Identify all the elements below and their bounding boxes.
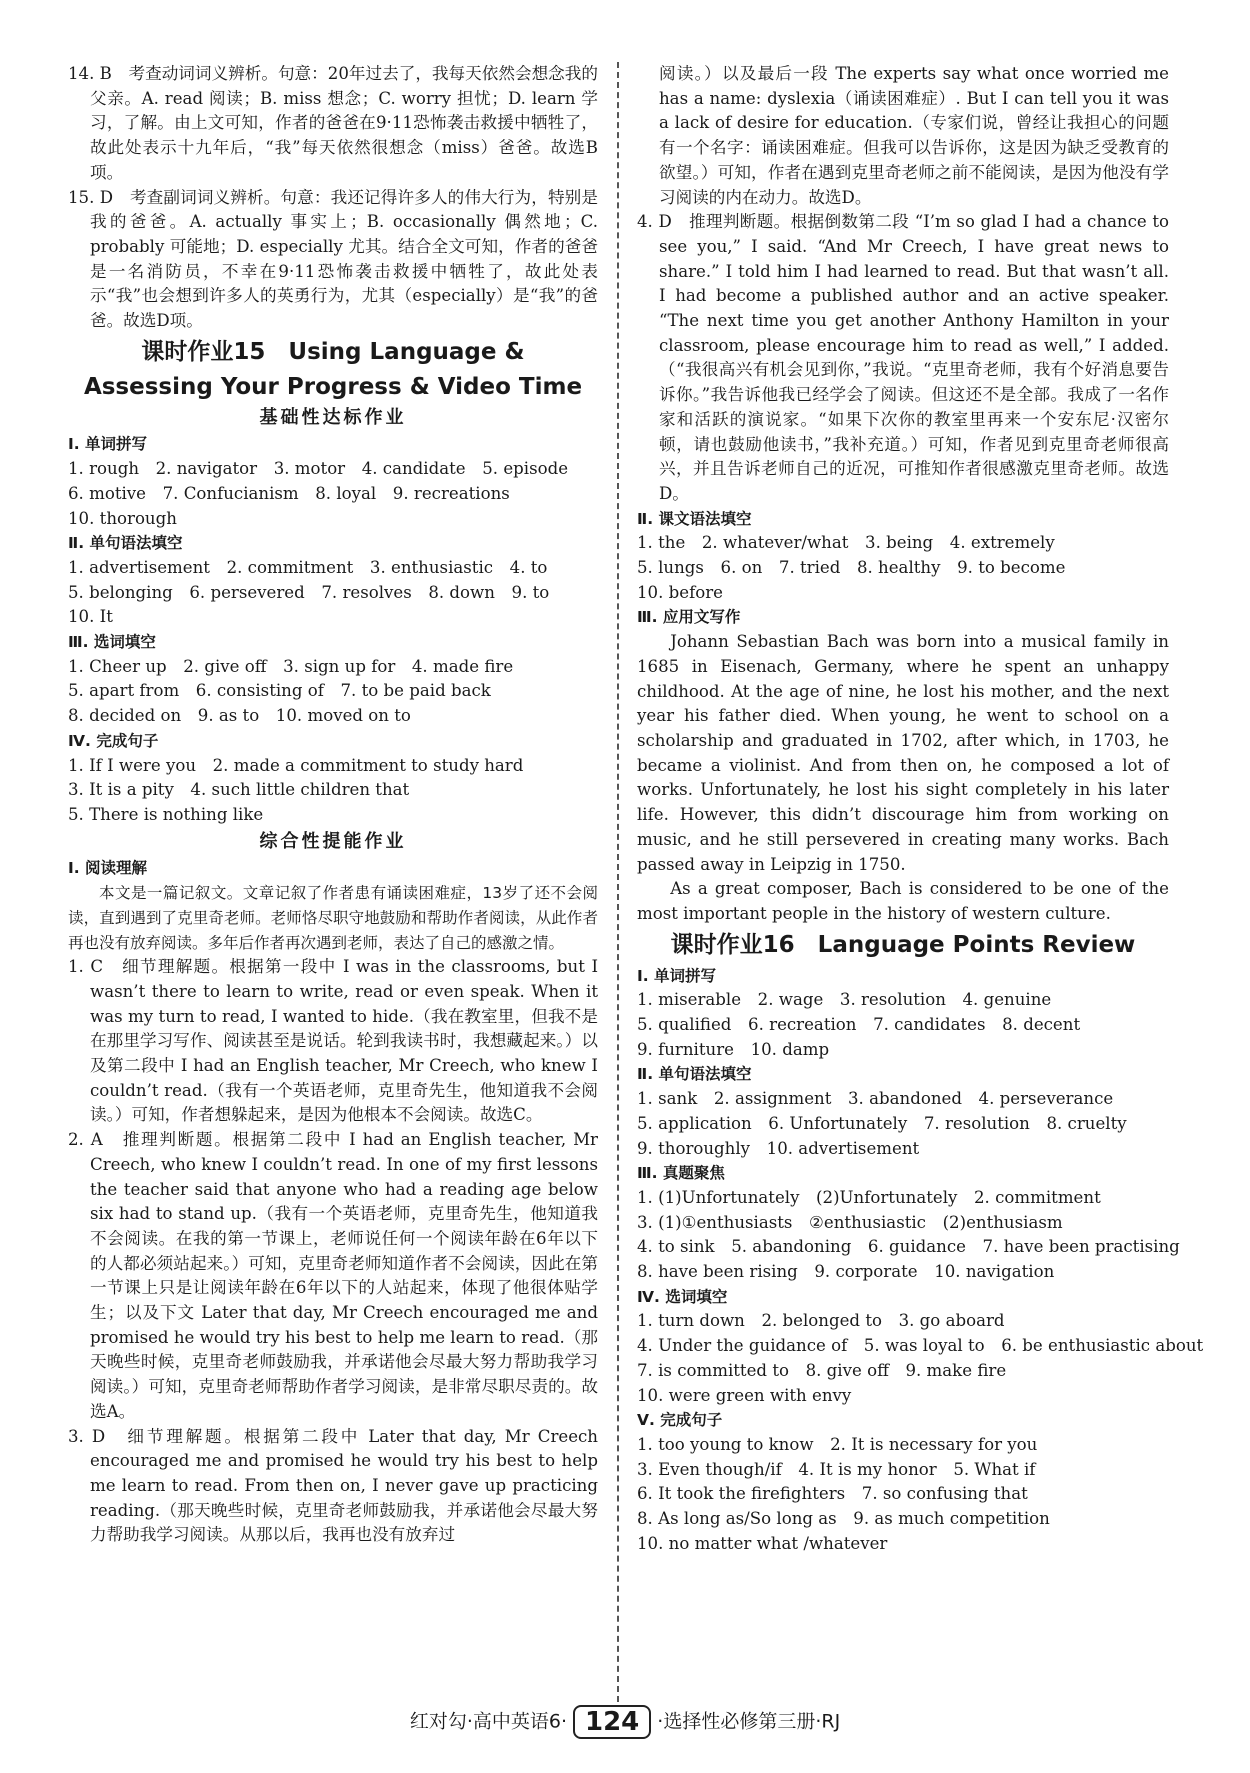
section-heading: Ⅲ. 应用文写作 <box>637 608 741 627</box>
lesson-15-title-line1: 课时作业15 Using Language & <box>141 338 525 365</box>
page-footer <box>0 1705 1250 1739</box>
reading-answer-1: 1. C 细节理解题。根据第一段中 I was in the classrooms, but I wasn’t there to learn to write, read or even speak. When it was my turn to read, I wanted to hide.（我在教室里，但我不是在那里学习写作、阅读甚至是说话。轮到我读书时，我想藏起来。）以及第二段中 I had an English teacher, Mr Creech, who knew I couldn’t read.（我有一个英语老师，克里奇先生，他知道我不会阅读。）可知，作者想躲起来，是因为他根本不会阅读。故选C。 <box>68 957 598 1125</box>
answer-row: 9. furniture 10. damp <box>637 1039 830 1059</box>
section-heading: Ⅰ. 单词拼写 <box>637 966 717 985</box>
answer-row: 1. advertisement 2. commitment 3. enthusiastic 4. to <box>68 557 548 577</box>
lesson-16-title: 课时作业16 Language Points Review <box>670 931 1136 958</box>
answer-row: 8. have been rising 9. corporate 10. navigation <box>637 1262 1055 1282</box>
essay-paragraph-2: As a great composer, Bach is considered to be one of the most important people in the history of western culture. <box>637 879 1169 923</box>
answer-15: 15. D 考查副词词义辨析。句意：我还记得许多人的伟大行为，特别是我的爸爸。A. actually 事实上；B. occasionally 偶然地；C. probably 可能地；D. especially 尤其。结合全文可知，作者的爸爸是一名消防员，不幸在9·11恐怖袭击救援中牺牲了，故此处表示“我”也会想到许多人的英勇行为，尤其（especially）是“我”的爸爸。故选D项。 <box>68 187 598 331</box>
answer-row: 1. too young to know 2. It is necessary for you <box>637 1434 1038 1454</box>
answer-row: 1. rough 2. navigator 3. motor 4. candidate 5. episode <box>68 459 569 479</box>
footer-book-title: 红对勾·高中英语6· <box>409 1710 567 1733</box>
section-heading: Ⅰ. 阅读理解 <box>68 859 148 878</box>
reading-answer-4: 4. D 推理判断题。根据倒数第二段 “I’m so glad I had a chance to see you,” I said. “And Mr Creech, I have great news to share.” I told him I had learned to read. But that wasn’t all. I had become a published author and an active speaker. “The next time you get another Anthony Hamilton in your classroom, please encourage him to read as well,” I added.（“我很高兴有机会见到你，”我说。“克里奇老师，我有个好消息要告诉你。”我告诉他我已经学会了阅读。但这还不是全部。我成了一名作家和活跃的演说家。“如果下次你的教室里再来一个安东尼·汉密尔顿，请也鼓励他读书，”我补充道。）可知，作者见到克里奇老师很高兴，并且告诉老师自己的近况，可推知作者很感激克里奇老师。故选D。 <box>637 212 1169 503</box>
answer-row: 5. application 6. Unfortunately 7. resolution 8. cruelty <box>637 1113 1127 1133</box>
answer-14: 14. B 考查动词词义辨析。句意：20年过去了，我每天依然会想念我的父亲。A. read 阅读；B. miss 想念；C. worry 担忧；D. learn 学习，了解。由上文可知，作者的爸爸在9·11恐怖袭击救援中牺牲了，故此处表示十九年后，“我”每天依然很想念（miss）爸爸。故选B项。 <box>68 64 598 182</box>
answer-row: 8. decided on 9. as to 10. moved on to <box>68 706 411 726</box>
answer-row: 4. Under the guidance of 5. was loyal to 6. be enthusiastic about <box>637 1336 1204 1356</box>
answer-row: 3. It is a pity 4. such little children that <box>68 780 410 800</box>
answer-row: 1. turn down 2. belonged to 3. go aboard <box>637 1311 1005 1331</box>
answer-row: 5. belonging 6. persevered 7. resolves 8. down 9. to <box>68 582 550 602</box>
answer-row: 1. (1)Unfortunately (2)Unfortunately 2. commitment <box>637 1187 1101 1207</box>
reading-answer-3: 3. D 细节理解题。根据第二段中 Later that day, Mr Creech encouraged me and promised he would try his best to help me learn to read. From then on, I never gave up practicing reading.（那天晚些时候，克里奇老师鼓励我，并承诺他会尽最大努力帮助我学习阅读。从那以后，我再也没有放弃过 <box>68 1426 598 1545</box>
section-heading: Ⅲ. 真题聚焦 <box>637 1164 725 1183</box>
answer-row: 5. apart from 6. consisting of 7. to be paid back <box>68 681 491 701</box>
passage-summary: 本文是一篇记叙文。文章记叙了作者患有诵读困难症，13岁了还不会阅读，直到遇到了克里奇老师。老师恪尽职守地鼓励和帮助作者阅读，从此作者再也没有放弃阅读。多年后作者再次遇到老师，表达了自己的感激之情。 <box>68 884 598 952</box>
answer-row: 6. motive 7. Confucianism 8. loyal 9. recreations <box>68 483 510 503</box>
section-heading: Ⅳ. 选词填空 <box>637 1287 728 1306</box>
answer-row: 5. lungs 6. on 7. tried 8. healthy 9. to become <box>637 558 1066 578</box>
answer-row: 4. to sink 5. abandoning 6. guidance 7. have been practising <box>637 1237 1180 1257</box>
answer-row: 8. As long as/So long as 9. as much competition <box>637 1509 1050 1529</box>
column-divider <box>617 62 619 1702</box>
answer-row: 5. There is nothing like <box>68 804 264 824</box>
answer-row: 6. It took the firefighters 7. so confusing that <box>637 1484 1028 1504</box>
answer-row: 1. the 2. whatever/what 3. being 4. extremely <box>637 533 1055 553</box>
answer-row: 10. It <box>68 607 113 627</box>
footer-volume: ·选择性必修第三册·RJ <box>657 1710 841 1733</box>
answer-row: 3. Even though/if 4. It is my honor 5. What if <box>637 1459 1036 1479</box>
reading-answer-3-continued: 阅读。）以及最后一段 The experts say what once worried me has a name: dyslexia（诵读困难症）. But I can tell you it was a lack of desire for education.（专家们说，曾经让我担心的问题有一个名字：诵读困难症。但我可以告诉你，这是因为缺乏受教育的欲望。）可知，作者在遇到克里奇老师之前不能阅读，是因为他没有学习阅读的内在动力。故选D。 <box>659 64 1169 207</box>
page-number: 124 <box>573 1705 651 1739</box>
answer-row: 10. no matter what /whatever <box>637 1533 888 1553</box>
answer-row: 1. If I were you 2. made a commitment to study hard <box>68 755 524 775</box>
basic-section-title: 基础性达标作业 <box>259 406 407 428</box>
answer-row: 10. thorough <box>68 508 177 528</box>
section-heading: Ⅱ. 课文语法填空 <box>637 509 752 528</box>
section-heading: Ⅳ. 完成句子 <box>68 731 159 750</box>
section-heading: Ⅲ. 选词填空 <box>68 633 156 652</box>
answer-row: 10. were green with envy <box>637 1385 852 1405</box>
right-column <box>637 62 1204 1556</box>
answer-row: 1. Cheer up 2. give off 3. sign up for 4. made fire <box>68 656 514 676</box>
answer-row: 5. qualified 6. recreation 7. candidates 8. decent <box>637 1015 1081 1035</box>
answer-row: 10. before <box>637 582 723 602</box>
section-heading: Ⅱ. 单句语法填空 <box>68 534 183 553</box>
reading-answer-2: 2. A 推理判断题。根据第二段中 I had an English teacher, Mr Creech, who knew I couldn’t read. In one of my first lessons the teacher said that anyone who had a reading age below six had to stand up.（我有一个英语老师，克里奇先生，他知道我不会阅读。在我的第一节课上，老师说任何一个阅读年龄在6年以下的人都必须站起来。）可知，克里奇老师知道作者不会阅读，因此在第一节课上只是让阅读年龄在6年以下的人站起来，体现了他很体贴学生；以及下文 Later that day, Mr Creech encouraged me and promised he would try his best to help me learn to read.（那天晚些时候，克里奇老师鼓励我，并承诺他会尽最大努力帮助我学习阅读。）可知，克里奇老师帮助作者学习阅读，是非常尽职尽责的。故选A。 <box>68 1130 598 1421</box>
answer-row: 1. miserable 2. wage 3. resolution 4. genuine <box>637 990 1052 1010</box>
answer-row: 1. sank 2. assignment 3. abandoned 4. perseverance <box>637 1089 1114 1109</box>
section-heading: Ⅱ. 单句语法填空 <box>637 1065 752 1084</box>
lesson-15-title-line2: Assessing Your Progress & Video Time <box>83 373 583 400</box>
left-column <box>68 62 598 1548</box>
answer-row: 3. (1)①enthusiasts ②enthusiastic (2)enthusiasm <box>637 1212 1063 1232</box>
section-heading: Ⅴ. 完成句子 <box>637 1411 723 1430</box>
essay-paragraph-1: Johann Sebastian Bach was born into a musical family in 1685 in Eisenach, Germany, where he spent an unhappy childhood. At the age of nine, he lost his mother, and the next year his father died. When young, he went to school on a scholarship and graduated in 1702, after which, in 1703, he became a violinist. And from then on, he composed a lot of works. Unfortunately, he lost his sight completely in his later life. However, this didn’t discourage him from working on music, and he still persevered in creating many works. Bach passed away in Leipzig in 1750. <box>637 632 1169 874</box>
section-heading: Ⅰ. 单词拼写 <box>68 435 148 454</box>
answer-row: 7. is committed to 8. give off 9. make fire <box>637 1360 1007 1380</box>
answer-row: 9. thoroughly 10. advertisement <box>637 1138 920 1158</box>
comprehensive-section-title: 综合性提能作业 <box>259 830 407 852</box>
